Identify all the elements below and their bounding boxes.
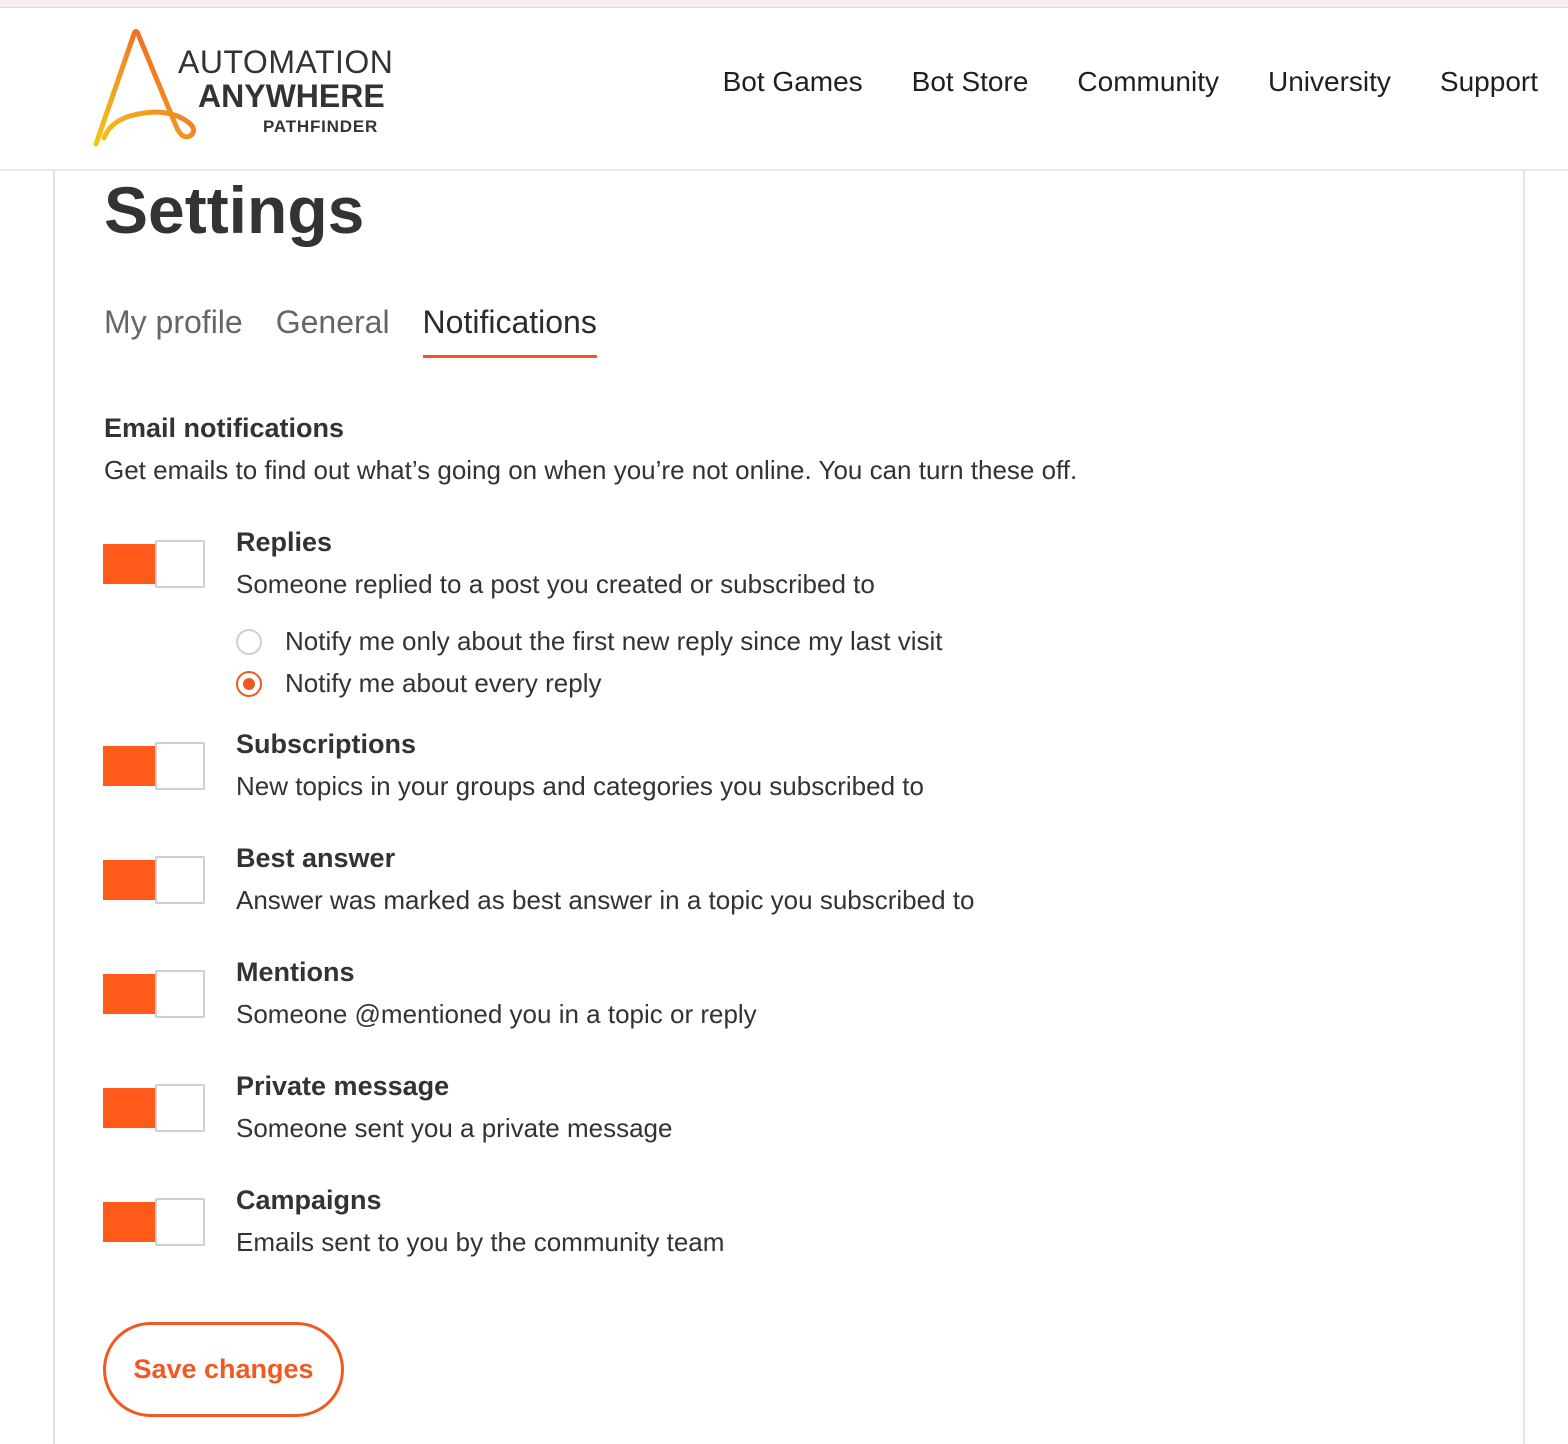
toggle-track bbox=[103, 746, 163, 786]
private-message-description: Someone sent you a private message bbox=[236, 1113, 673, 1143]
nav-bot-games[interactable]: Bot Games bbox=[722, 66, 863, 97]
best-answer-title: Best answer bbox=[236, 843, 396, 873]
toggle-knob bbox=[155, 1084, 205, 1132]
mentions-toggle[interactable] bbox=[103, 970, 205, 1018]
toggle-track bbox=[103, 1088, 163, 1128]
nav-bot-store[interactable]: Bot Store bbox=[911, 66, 1029, 97]
replies-toggle[interactable] bbox=[103, 540, 205, 588]
nav-community[interactable]: Community bbox=[1077, 66, 1219, 97]
tab-my-profile[interactable]: My profile bbox=[104, 304, 243, 340]
section-description: Get emails to find out what’s going on when you’re not online. You can turn these off. bbox=[104, 455, 1078, 485]
section-title: Email notifications bbox=[104, 413, 345, 443]
toggle-track bbox=[103, 974, 163, 1014]
toggle-knob bbox=[155, 970, 205, 1018]
toggle-track bbox=[103, 860, 163, 900]
subscriptions-description: New topics in your groups and categories you subscribed to bbox=[236, 771, 924, 801]
subscriptions-title: Subscriptions bbox=[236, 729, 417, 759]
toggle-track bbox=[103, 544, 163, 584]
replies-description: Someone replied to a post you created or subscribed to bbox=[236, 569, 875, 599]
campaigns-title: Campaigns bbox=[236, 1185, 382, 1215]
private-message-toggle[interactable] bbox=[103, 1084, 205, 1132]
campaigns-description: Emails sent to you by the community team bbox=[236, 1227, 725, 1257]
tab-general[interactable]: General bbox=[275, 304, 390, 340]
nav-university[interactable]: University bbox=[1268, 66, 1391, 97]
best-answer-toggle[interactable] bbox=[103, 856, 205, 904]
subscriptions-toggle[interactable] bbox=[103, 742, 205, 790]
mentions-description: Someone @mentioned you in a topic or reply bbox=[236, 999, 757, 1029]
main-nav bbox=[723, 66, 1538, 98]
toggle-knob bbox=[155, 856, 205, 904]
save-changes-button[interactable]: Save changes bbox=[103, 1322, 344, 1417]
radio-every-reply-label: Notify me about every reply bbox=[285, 668, 602, 698]
logo-wordmark-line1: AUTOMATION bbox=[178, 44, 394, 80]
campaigns-toggle[interactable] bbox=[103, 1198, 205, 1246]
mentions-title: Mentions bbox=[236, 957, 355, 987]
nav-support[interactable]: Support bbox=[1439, 66, 1538, 97]
site-header bbox=[0, 8, 1568, 171]
top-accent-line bbox=[0, 0, 1568, 8]
reply-option-every[interactable] bbox=[236, 668, 601, 699]
radio-first-reply[interactable] bbox=[236, 629, 262, 655]
toggle-track bbox=[103, 1202, 163, 1242]
replies-title: Replies bbox=[236, 527, 333, 557]
logo-wordmark-line2: ANYWHERE bbox=[198, 78, 385, 114]
reply-option-first[interactable] bbox=[236, 626, 942, 657]
toggle-knob bbox=[155, 540, 205, 588]
toggle-knob bbox=[155, 1198, 205, 1246]
settings-tabs bbox=[104, 304, 597, 358]
radio-first-reply-label: Notify me only about the first new reply since my last visit bbox=[285, 626, 943, 656]
brand-logo[interactable] bbox=[90, 28, 410, 156]
private-message-title: Private message bbox=[236, 1071, 450, 1101]
best-answer-description: Answer was marked as best answer in a topic you subscribed to bbox=[236, 885, 975, 915]
page-title: Settings bbox=[104, 173, 365, 247]
tab-notifications[interactable]: Notifications bbox=[423, 304, 597, 358]
toggle-knob bbox=[155, 742, 205, 790]
logo-wordmark-line3: PATHFINDER bbox=[263, 117, 379, 136]
radio-every-reply[interactable] bbox=[236, 671, 262, 697]
